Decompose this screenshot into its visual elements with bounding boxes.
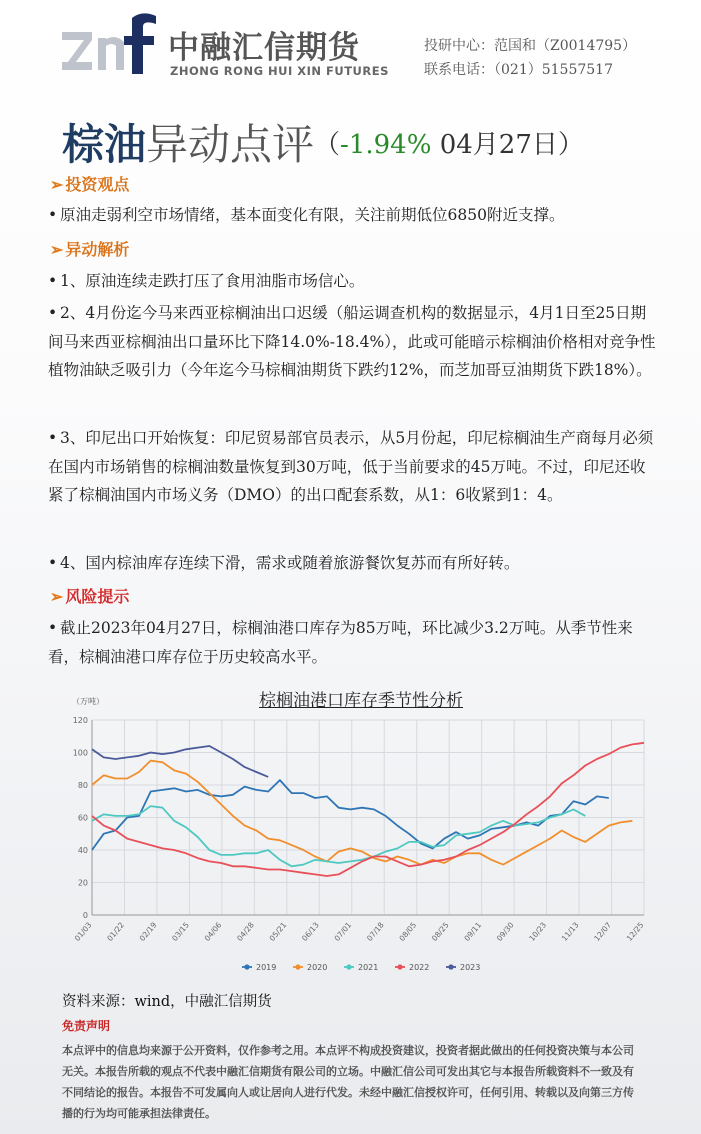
x-tick-label: 07/01 (332, 920, 354, 943)
view-paragraph: • 原油走弱利空市场情绪，基本面变化有限，关注前期低位6850附近支撑。 (48, 201, 658, 230)
risk-paragraph: • 截止2023年04月27日，棕榈油港口库存为85万吨，环比减少3.2万吨。从季节性来看，棕榈油港口库存位于历史较高水平。 (48, 614, 658, 671)
y-tick-label: 20 (77, 878, 88, 888)
page-title (62, 112, 584, 172)
bullet-icon: • (48, 429, 58, 447)
legend-marker-2022 (397, 964, 402, 969)
x-tick-label: 11/13 (559, 920, 581, 943)
legend-label-2020: 2020 (307, 963, 328, 972)
analysis-item: • 3、印尼出口开始恢复：印尼贸易部官员表示，从5月份起，印尼棕榈油生产商每月必须在国内市场销售的棕榈油数量恢复到30万吨，低于当前要求的45万吨。不过，印尼还收紧了棕榈油国内市场义务（DMO）的出口配套系数，从1：6收紧到1：4。 (48, 424, 658, 510)
y-tick-label: 60 (77, 813, 88, 823)
legend-label-2019: 2019 (256, 963, 277, 972)
x-tick-label: 04/28 (235, 920, 256, 943)
x-tick-label: 08/05 (397, 920, 419, 943)
arrow-icon: ➢ (50, 240, 64, 259)
analysis-item: • 4、国内棕油库存连续下滑，需求或随着旅游餐饮复苏而有所好转。 (48, 549, 658, 578)
x-tick-label: 09/11 (462, 920, 484, 943)
disclaimer-title: 免责声明 (62, 1019, 111, 1033)
x-tick-label: 07/18 (364, 920, 386, 943)
y-tick-label: 120 (72, 716, 88, 725)
title-type: 异动点评 (146, 120, 315, 169)
analysis-item: • 1、原油连续走跌打压了食用油脂市场信心。 (48, 267, 658, 296)
contact-analyst: 投研中心：范国和（Z0014795） (424, 38, 637, 54)
inventory-chart (66, 686, 656, 986)
x-tick-label: 01/22 (105, 920, 127, 943)
title-product: 棕油 (62, 120, 147, 169)
y-tick-label: 40 (77, 846, 88, 855)
x-tick-label: 09/30 (494, 920, 516, 943)
series-line-2021 (92, 806, 585, 866)
arrow-icon: ➢ (50, 587, 64, 606)
company-name-en: ZHONG RONG HUI XIN FUTURES (170, 64, 389, 78)
data-source: 资料来源：wind，中融汇信期货 (62, 994, 272, 1010)
x-tick-label: 12/07 (592, 920, 614, 943)
bullet-icon: • (48, 304, 58, 322)
company-name-cn: 中融汇信期货 (168, 30, 360, 66)
disclaimer-text: 本点评中的信息均来源于公开资料，仅作参考之用。本点评不构成投资建议，投资者据此做出的任何投资决策与本公司无关。本报告所载的观点不代表中融汇信期货有限公司的立场。中融汇信公司可发出其它与本报告所载资料不一致及有不同结论的报告。本报告不可发属向人或让居向人进行代发。未经中融汇信授权许可，任何引用、转载以及向第三方传播的行为均可能承担法律责任。 (62, 1044, 634, 1120)
section-analysis-heading: ➢ 异动解析 (50, 240, 130, 259)
y-tick-label: 80 (77, 781, 88, 790)
x-tick-label: 10/23 (527, 920, 549, 943)
bullet-icon: • (48, 619, 58, 637)
legend-marker-2023 (448, 964, 453, 969)
section-view-heading: ➢ 投资观点 (50, 175, 130, 194)
chart-svg (66, 686, 656, 986)
y-tick-label: 100 (72, 748, 88, 758)
chart-title: 棕榈油港口库存季节性分析 (259, 691, 463, 711)
arrow-icon: ➢ (50, 175, 64, 194)
bullet-icon: • (48, 554, 58, 572)
title-date: 04月27日） (431, 130, 584, 160)
x-tick-label: 01/03 (72, 920, 94, 943)
title-paren: （ (314, 130, 341, 160)
legend-label-2021: 2021 (358, 963, 379, 972)
title-change: -1.94% (340, 130, 432, 160)
x-tick-label: 05/21 (267, 920, 289, 943)
contact-info (424, 34, 636, 82)
y-axis-label: （万吨） (72, 697, 104, 706)
x-tick-label: 08/25 (429, 920, 451, 943)
x-tick-label: 04/06 (202, 920, 224, 943)
header (0, 0, 701, 90)
contact-phone: 联系电话：（021）51557517 (424, 62, 613, 78)
section-risk-heading: ➢ 风险提示 (50, 587, 130, 606)
bullet-icon: • (48, 272, 58, 290)
legend-marker-2020 (295, 964, 300, 969)
analysis-item: • 2、4月份迄今马来西亚棕榈油出口迟缓（船运调查机构的数据显示，4月1日至25日期间马来西亚棕榈油出口量环比下降14.0%-18.4%），此或可能暗示棕榈油价格相对竞争性植物油缺乏吸引力（今年迄今马棕榈油期货下跌约12%，而芝加哥豆油期货下跌18%）。 (48, 299, 658, 385)
legend-marker-2021 (346, 964, 351, 969)
x-tick-label: 03/15 (170, 920, 191, 943)
x-tick-label: 06/13 (300, 920, 321, 943)
y-tick-label: 0 (82, 911, 88, 920)
legend-label-2022: 2022 (409, 963, 430, 972)
legend-label-2023: 2023 (460, 963, 481, 972)
legend-marker-2019 (244, 964, 249, 969)
x-tick-label: 02/19 (137, 920, 159, 943)
x-tick-label: 12/25 (624, 920, 646, 943)
company-logo-icon (62, 12, 158, 80)
bullet-icon: • (48, 206, 58, 224)
